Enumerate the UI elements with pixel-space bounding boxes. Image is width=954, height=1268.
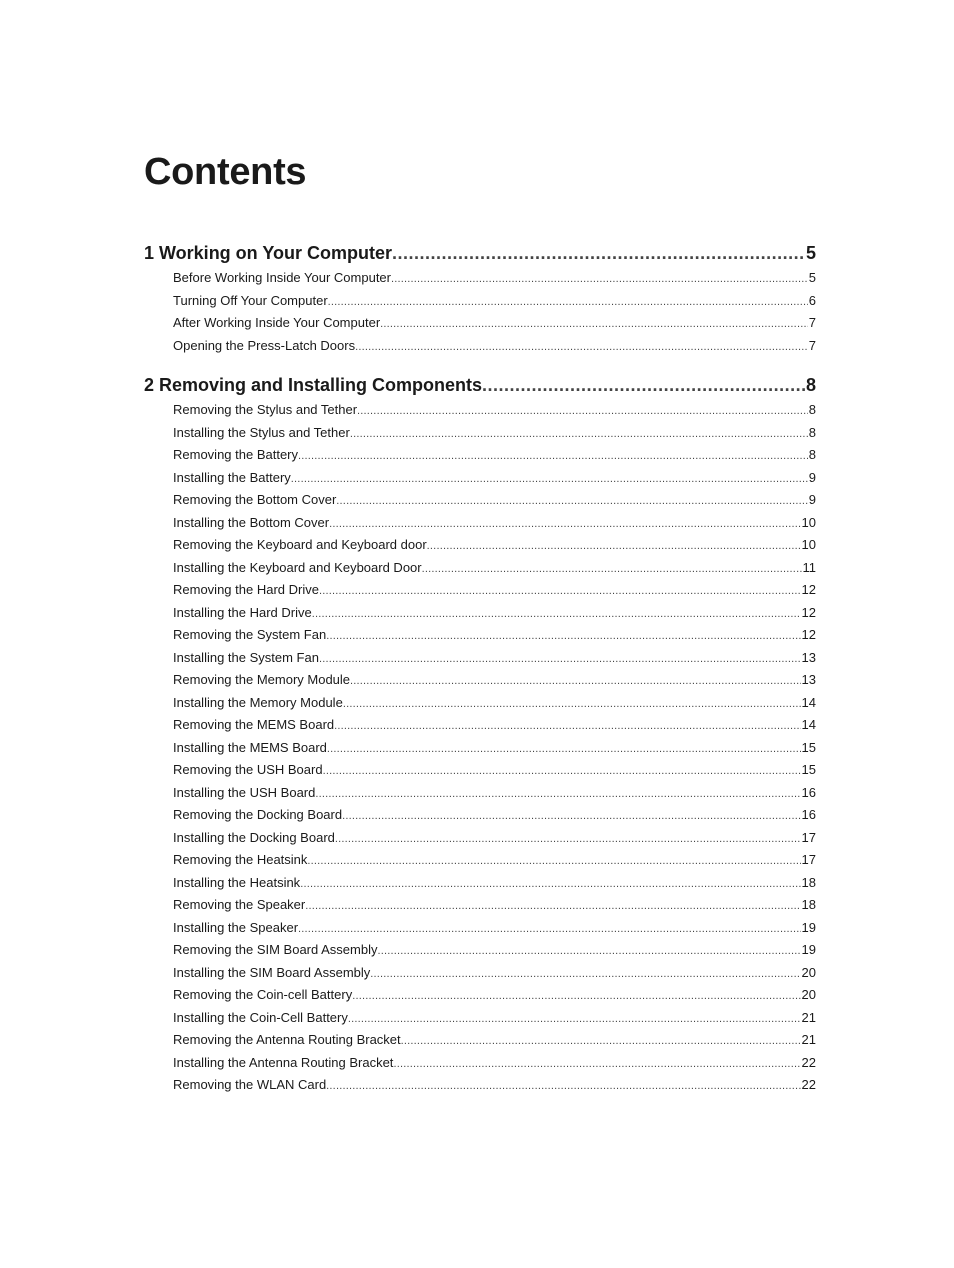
entry-page-number: 21 (801, 1009, 816, 1025)
dot-leader (377, 939, 800, 962)
entry-page-number: 17 (801, 852, 816, 867)
chapter-title: 2 Removing and Installing Components (144, 375, 483, 395)
dot-leader (291, 467, 808, 490)
entry-title: Removing the Bottom Cover (173, 492, 337, 507)
entry-title: Installing the Coin-Cell Battery (173, 1009, 348, 1025)
entry-title: Removing the SIM Board Assembly (173, 942, 378, 957)
dot-leader (427, 534, 801, 557)
dot-leader (401, 1029, 801, 1052)
toc-entry[interactable] (173, 1052, 816, 1075)
toc-entry[interactable] (173, 894, 816, 917)
entry-page-number: 14 (801, 694, 816, 710)
entry-page-number: 17 (801, 829, 816, 845)
chapter-page-number: 5 (805, 243, 816, 263)
entry-page-number: 6 (808, 292, 816, 308)
toc-entry[interactable] (173, 579, 816, 602)
entry-title: Before Working Inside Your Computer (173, 270, 391, 285)
toc-entry[interactable] (173, 962, 816, 985)
entry-page-number: 22 (801, 1077, 816, 1092)
entry-page-number: 18 (801, 897, 816, 912)
entry-title: Installing the Bottom Cover (173, 514, 330, 530)
toc-entry[interactable] (173, 714, 816, 737)
entry-title: Removing the Heatsink (173, 852, 308, 867)
entry-page-number: 22 (801, 1054, 816, 1070)
entry-page-number: 14 (801, 717, 816, 732)
toc-entry[interactable] (173, 290, 816, 313)
entry-page-number: 16 (801, 807, 816, 822)
entry-page-number: 7 (808, 337, 816, 353)
toc-entry[interactable] (173, 557, 816, 580)
toc-entry[interactable] (173, 849, 816, 872)
dot-leader (342, 804, 800, 827)
toc-entry[interactable] (173, 602, 816, 625)
entry-title: Turning Off Your Computer (173, 292, 328, 308)
entry-title: Removing the Coin-cell Battery (173, 987, 353, 1002)
entry-title: Installing the Docking Board (173, 829, 335, 845)
entry-title: Installing the Heatsink (173, 874, 301, 890)
entry-title: Removing the Keyboard and Keyboard door (173, 537, 427, 552)
entry-page-number: 9 (808, 469, 816, 485)
entry-title: After Working Inside Your Computer (173, 315, 381, 330)
entry-title: Removing the Memory Module (173, 672, 351, 687)
entry-title: Removing the Speaker (173, 897, 306, 912)
dot-leader (323, 759, 801, 782)
dot-leader (327, 737, 801, 760)
dot-leader (370, 962, 800, 985)
entry-page-number: 19 (801, 942, 816, 957)
entry-page-number: 10 (801, 514, 816, 530)
entry-page-number: 21 (801, 1032, 816, 1047)
entry-page-number: 12 (801, 627, 816, 642)
toc-entry[interactable] (173, 692, 816, 715)
page-title: Contents (144, 151, 307, 193)
dot-leader (348, 1007, 801, 1030)
dot-leader (343, 692, 801, 715)
entry-page-number: 13 (801, 672, 816, 687)
entry-page-number: 7 (808, 315, 816, 330)
toc-entry[interactable] (173, 624, 816, 647)
entry-title: Removing the Hard Drive (173, 582, 319, 597)
entry-title: Removing the Stylus and Tether (173, 402, 358, 417)
entry-title: Removing the USH Board (173, 762, 323, 777)
dot-leader (336, 489, 807, 512)
toc-entry[interactable] (173, 939, 816, 962)
entry-title: Installing the Memory Module (173, 694, 343, 710)
dot-leader (300, 872, 800, 895)
entry-title: Opening the Press-Latch Doors (173, 337, 356, 353)
entry-title: Installing the Speaker (173, 919, 299, 935)
toc-entry[interactable] (173, 467, 816, 490)
entry-page-number: 5 (808, 270, 816, 285)
dot-leader (307, 849, 800, 872)
dot-leader (334, 714, 800, 737)
toc-entry[interactable] (173, 1007, 816, 1030)
entry-title: Installing the USH Board (173, 784, 316, 800)
entry-page-number: 11 (802, 559, 816, 575)
entry-page-number: 8 (808, 424, 816, 440)
entry-title: Removing the System Fan (173, 627, 327, 642)
entry-title: Installing the Hard Drive (173, 604, 312, 620)
entry-title: Removing the Battery (173, 447, 299, 462)
dot-leader (326, 624, 800, 647)
dot-leader (391, 267, 808, 290)
toc-entry[interactable] (173, 534, 816, 557)
entry-page-number: 8 (808, 447, 816, 462)
entry-title: Removing the Docking Board (173, 807, 343, 822)
dot-leader (328, 290, 808, 313)
entry-title: Installing the Antenna Routing Bracket (173, 1054, 394, 1070)
entry-title: Removing the Antenna Routing Bracket (173, 1032, 401, 1047)
dot-leader (355, 335, 808, 358)
entry-title: Installing the Stylus and Tether (173, 424, 350, 440)
chapter-page-number: 8 (805, 375, 816, 395)
toc-entry[interactable] (173, 444, 816, 467)
dot-leader (305, 894, 800, 917)
toc-entry[interactable] (173, 422, 816, 445)
dot-leader (298, 917, 801, 940)
entry-title: Installing the System Fan (173, 649, 319, 665)
toc-entry[interactable] (173, 512, 816, 535)
dot-leader (350, 422, 808, 445)
entry-page-number: 13 (801, 649, 816, 665)
dot-leader (329, 512, 800, 535)
entry-page-number: 18 (801, 874, 816, 890)
toc-entry[interactable] (173, 827, 816, 850)
entry-title: Removing the WLAN Card (173, 1077, 327, 1092)
toc-entry[interactable] (173, 647, 816, 670)
entry-page-number: 12 (801, 604, 816, 620)
toc-entry[interactable] (173, 1074, 816, 1097)
entry-page-number: 9 (808, 492, 816, 507)
entry-page-number: 20 (801, 964, 816, 980)
toc-entry[interactable] (173, 335, 816, 358)
toc-entry[interactable] (173, 759, 816, 782)
toc-chapter-heading[interactable] (144, 239, 816, 267)
toc-chapter-1 (144, 239, 816, 357)
dot-leader (319, 579, 801, 602)
entry-page-number: 15 (801, 739, 816, 755)
entry-page-number: 8 (808, 402, 816, 417)
entry-page-number: 12 (801, 582, 816, 597)
chapter-title: 1 Working on Your Computer (144, 243, 393, 263)
entry-page-number: 16 (801, 784, 816, 800)
dot-leader (392, 239, 805, 267)
dot-leader (482, 371, 805, 399)
entry-title: Installing the SIM Board Assembly (173, 964, 371, 980)
toc-entry[interactable] (173, 399, 816, 422)
entry-title: Installing the Keyboard and Keyboard Door (173, 559, 422, 575)
dot-leader (326, 1074, 800, 1097)
entry-title: Installing the Battery (173, 469, 291, 485)
dot-leader (319, 647, 801, 670)
dot-leader (298, 444, 808, 467)
toc-entry[interactable] (173, 804, 816, 827)
toc-entry[interactable] (173, 872, 816, 895)
entry-page-number: 10 (801, 537, 816, 552)
toc-entry[interactable] (173, 984, 816, 1007)
entry-page-number: 15 (801, 762, 816, 777)
entry-title: Removing the MEMS Board (173, 717, 335, 732)
dot-leader (380, 312, 808, 335)
entry-page-number: 20 (801, 987, 816, 1002)
dot-leader (312, 602, 801, 625)
entry-title: Installing the MEMS Board (173, 739, 327, 755)
toc-entry[interactable] (173, 917, 816, 940)
toc-entry[interactable] (173, 669, 816, 692)
toc-entry[interactable] (173, 782, 816, 805)
toc-entry[interactable] (173, 312, 816, 335)
dot-leader (422, 557, 802, 580)
dot-leader (315, 782, 800, 805)
toc-entry[interactable] (173, 737, 816, 760)
toc-entry[interactable] (173, 1029, 816, 1052)
dot-leader (352, 984, 800, 1007)
dot-leader (357, 399, 808, 422)
toc-entry[interactable] (173, 489, 816, 512)
toc-chapter-heading[interactable] (144, 371, 816, 399)
dot-leader (393, 1052, 800, 1075)
dot-leader (350, 669, 801, 692)
toc-chapter-2 (144, 371, 816, 1097)
dot-leader (335, 827, 801, 850)
entry-page-number: 19 (801, 919, 816, 935)
toc-entry[interactable] (173, 267, 816, 290)
